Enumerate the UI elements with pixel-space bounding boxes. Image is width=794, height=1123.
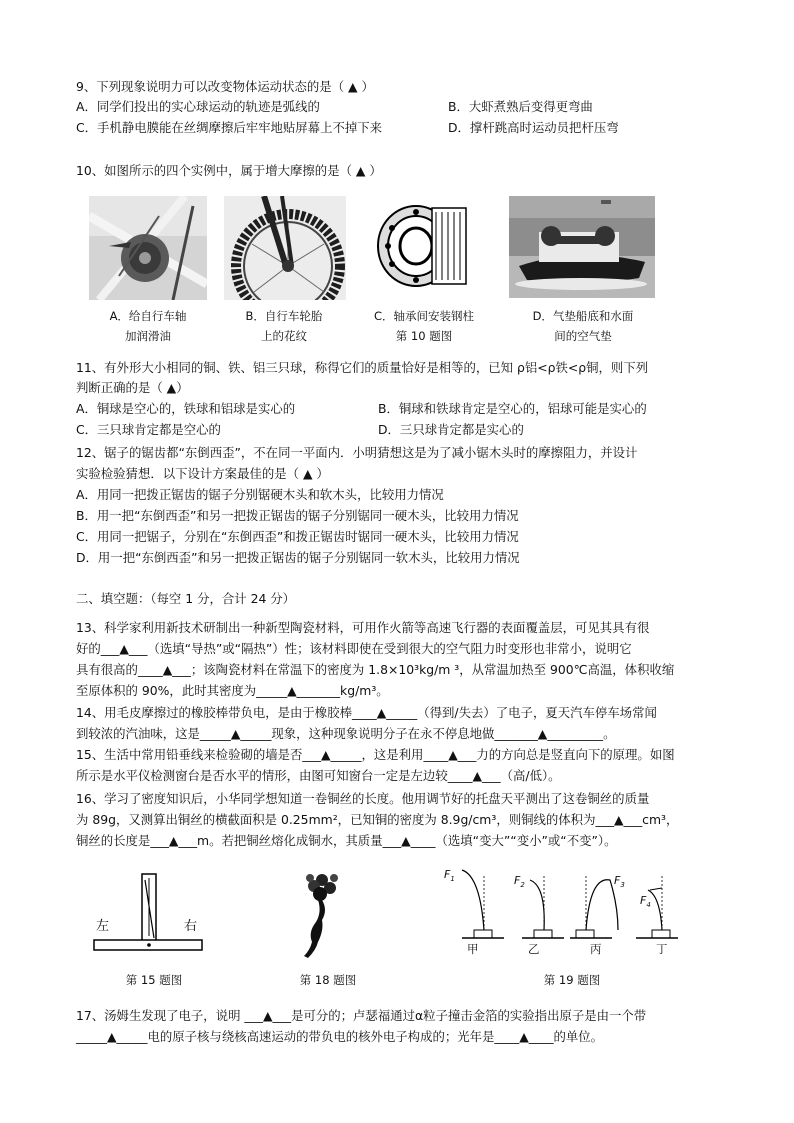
q11-option-d: D．三只球肯定都是实心的 [378,422,524,437]
figure-18-caption: 第 18 题图 [299,973,357,987]
q12-option-a: A．用同一把拨正锯齿的锯子分别锯硬木头和软木头，比较用力情况 [76,487,444,502]
q9-option-c: C．手机静电膜能在丝绸摩擦后牢牢地贴屏幕上不掉下来 [76,120,383,135]
q11-option-a: A．铜球是空心的，铁球和铝球是实心的 [76,401,296,416]
figure-19-caption: 第 19 题图 [543,973,601,987]
label-jia: 甲 [467,942,479,956]
label-ding: 丁 [656,942,668,956]
figure-18-image [288,870,348,962]
force-label-1: $F_1$ [444,868,455,884]
q13-line1: 13、科学家利用新技术研制出一种新型陶瓷材料，可用作火箭等高速飞行器的表面覆盖层，可见其具有很 [76,620,650,635]
q13-line3: 具有很高的____▲___；该陶瓷材料在常温下的密度为 1.8×10³kg/m ³，从常温加热至 900℃高温，体积收缩 [76,662,675,677]
bearing-diagram [372,198,474,294]
q14-line1: 14、用毛皮摩擦过的橡胶棒带负电，是由于橡胶棒____▲_____（得到/失去）了电子，夏天汽车停车场常闻 [76,705,657,720]
q13-line4: 至原体积的 90%，此时其密度为_____▲_______kg/m³。 [76,683,389,698]
level-diagram [92,870,204,954]
q15-line1: 15、生活中常用铅垂线来检验砌的墙是否___▲_____，这是利用____▲___力的方向总是竖直向下的原理。如图 [76,747,675,762]
q10-caption-a1: A．给自行车轴 [109,309,187,323]
force-label-3: $F_3$ [614,874,625,890]
level-left-label: 左 [96,919,110,934]
q12-stem-line2: 实验检验猜想．以下设计方案最佳的是（ ▲ ） [76,466,329,481]
q10-figure-label: 第 10 题图 [395,329,453,343]
q15-line2: 所示是水平仪检测窗台是否水平的情形，由图可知窗台一定是左边较____▲___（高/低）。 [76,768,561,783]
q11-option-c: C．三只球肯定都是空心的 [76,422,221,437]
q10-caption-d1: D．气垫船底和水面 [532,309,634,323]
q9-option-d: D．撑杆跳高时运动员把杆压弯 [448,120,619,135]
q9-option-b: B．大虾煮熟后变得更弯曲 [448,99,593,114]
bicycle-tire-photo [224,196,346,300]
q12-option-b: B．用一把“东倒西歪”和另一把拨正锯齿的锯子分别锯同一硬木头，比较用力情况 [76,508,519,523]
q10-caption-b1: B．自行车轮胎 [245,309,323,323]
q16-line2: 为 89g，又测算出铜丝的横截面积是 0.25mm²，已知铜的密度为 8.9g/cm³，则铜线的体积为___▲___cm³， [76,812,679,827]
q16-line1: 16、学习了密度知识后，小华同学想知道一卷铜丝的长度。他用调节好的托盘天平测出了这卷铜丝的质量 [76,791,650,806]
q17-line1: 17、汤姆生发现了电子，说明 ___▲___是可分的；卢瑟福通过α粒子撞击金箔的实验指出原子是由一个带 [76,1008,647,1023]
q13-line2: 好的___▲___（选填“导热”或“隔热”）性；该材料即使在受到很大的空气阻力时变形也非常小，说明它 [76,641,632,656]
q12-option-c: C．用同一把锯子，分别在“东倒西歪”和拨正锯齿时锯同一硬木头，比较用力情况 [76,529,519,544]
q10-stem: 10、如图所示的四个实例中，属于增大摩擦的是（ ▲ ） [76,163,382,178]
q14-line2: 到较浓的汽油味，这是_____▲_____现象，这种现象说明分子在永不停息地做_______▲_________。 [76,726,616,741]
q16-line3: 铜丝的长度是___▲___m。若把铜丝熔化成铜水，其质量___▲____（选填“变大”“变小”或“不变”）。 [76,833,617,848]
q12-option-d: D．用一把“东倒西歪”和另一把拨正锯齿的锯子分别锯同一软木头，比较用力情况 [76,550,520,565]
bicycle-axle-photo [89,196,207,300]
q17-line2: _____▲_____电的原子核与绕核高速运动的带负电的核外电子构成的；光年是____▲____的单位。 [76,1029,604,1044]
q12-stem-line1: 12、锯子的锯齿都“东倒西歪”，不在同一平面内．小明猜想这是为了减小锯木头时的摩擦阻力，并设计 [76,445,638,460]
q9-stem: 9、下列现象说明力可以改变物体运动状态的是（ ▲ ） [76,79,374,94]
force-label-2: $F_2$ [514,874,525,890]
q11-option-b: B．铜球和铁球肯定是空心的，铝球可能是实心的 [378,401,647,416]
level-right-label: 右 [184,919,198,934]
q10-caption-d2: 间的空气垫 [554,329,612,343]
figure-15-caption: 第 15 题图 [125,973,183,987]
q11-stem-line1: 11、有外形大小相同的铜、铁、铝三只球，称得它们的质量恰好是相等的，已知 ρ铝<ρ铁<ρ铜，则下列 [76,360,649,375]
hovercraft-photo [509,196,655,298]
q10-caption-b2: 上的花纹 [261,329,307,343]
label-yi: 乙 [528,942,540,956]
section-2-heading: 二、填空题：（每空 1 分，合计 24 分） [76,591,296,606]
q10-caption-c1: C．轴承间安装钢柱 [373,309,475,323]
force-label-4: $F_4$ [640,894,651,910]
q11-stem-line2: 判断正确的是（ ▲） [76,380,189,395]
q10-caption-a2: 加润滑油 [125,329,171,343]
label-bing: 丙 [590,942,602,956]
q9-option-a: A．同学们投出的实心球运动的轨迹是弧线的 [76,99,320,114]
